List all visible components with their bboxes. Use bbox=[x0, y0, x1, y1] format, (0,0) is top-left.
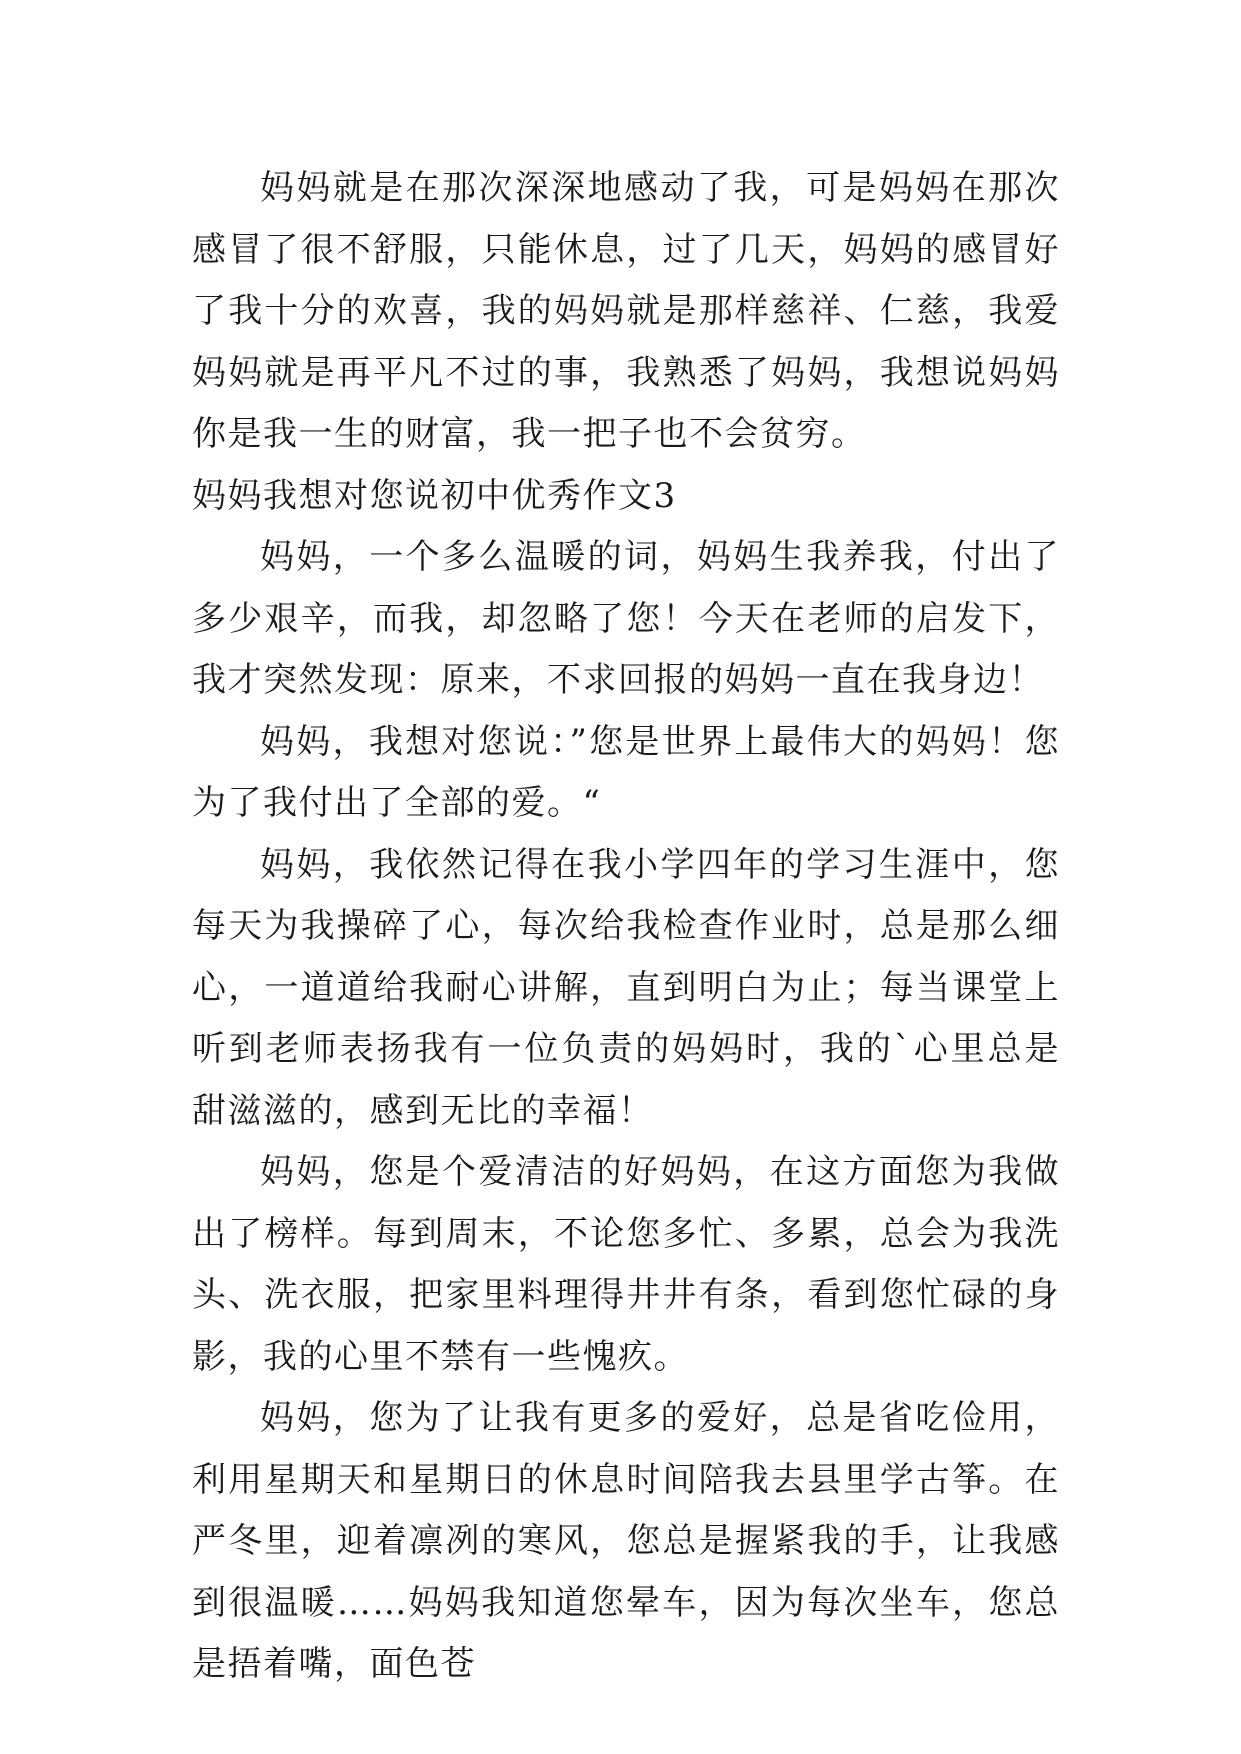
paragraph: 妈妈，一个多么温暖的词，妈妈生我养我，付出了多少艰辛，而我，却忽略了您！今天在老师的启发下，我才突然发现：原来，不求回报的妈妈一直在我身边！ bbox=[192, 537, 1060, 700]
section-heading: 妈妈我想对您说初中优秀作文3 bbox=[192, 475, 677, 516]
paragraph: 妈妈，我依然记得在我小学四年的学习生涯中，您每天为我操碎了心，每次给我检查作业时，总是那么细心，一道道给我耐心讲解，直到明白为止；每当课堂上听到老师表扬我有一位负责的妈妈时，我的`心里总是甜滋滋的，感到无比的幸福！ bbox=[192, 844, 1060, 1131]
paragraph: 妈妈就是在那次深深地感动了我，可是妈妈在那次感冒了很不舒服，只能休息，过了几天，妈妈的感冒好了我十分的欢喜，我的妈妈就是那样慈祥、仁慈，我爱妈妈就是再平凡不过的事，我熟悉了妈妈，我想说妈妈你是我一生的财富，我一把子也不会贫穷。 bbox=[192, 168, 1060, 454]
paragraph: 妈妈，您是个爱清洁的好妈妈，在这方面您为我做出了榜样。每到周末，不论您多忙、多累，总会为我洗头、洗衣服，把家里料理得井井有条，看到您忙碌的身影，我的心里不禁有一些愧疚。 bbox=[192, 1152, 1060, 1377]
paragraph: 妈妈，我想对您说：”您是世界上最伟大的妈妈！您为了我付出了全部的爱。“ bbox=[192, 721, 1060, 823]
paragraph: 妈妈，您为了让我有更多的爱好，总是省吃俭用，利用星期天和星期日的休息时间陪我去县里学古筝。在严冬里，迎着凛冽的寒风，您总是握紧我的手，让我感到很温暖……妈妈我知道您晕车，因为每次坐车，您总是捂着嘴，面色苍 bbox=[192, 1398, 1060, 1684]
document-body bbox=[192, 158, 1060, 1696]
